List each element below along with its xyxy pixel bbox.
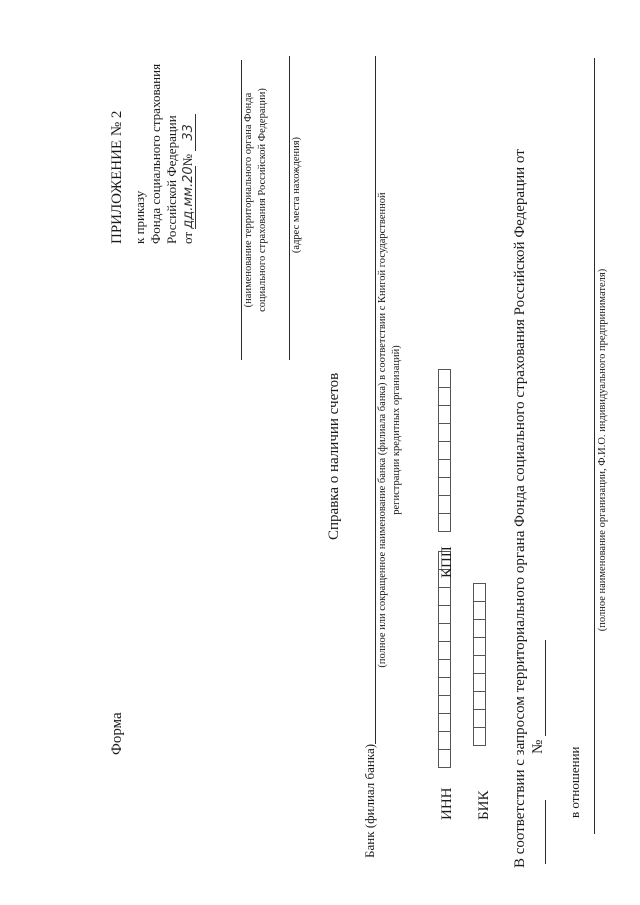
authority-caption: (наименование территориального органа Фонда социального страхования Российской Федерации) [243,88,268,312]
appendix-date-handwritten: дд.мм.20 [181,166,196,229]
inn-cell[interactable] [438,713,451,732]
authority-name-line [241,60,242,360]
kpp-label: КПП [439,546,455,578]
bik-cell[interactable] [473,691,486,710]
inn-cell[interactable] [438,605,451,624]
kpp-cell[interactable] [438,459,451,478]
kpp-cell[interactable] [438,477,451,496]
appendix-line-3: Российской Федерации [164,115,179,244]
inn-cell[interactable] [438,695,451,714]
request-number-sign: № [530,739,546,754]
kpp-cell[interactable] [438,513,451,532]
request-number-line [545,640,546,736]
bik-cells[interactable] [473,584,486,746]
inn-cell[interactable] [438,659,451,678]
relation-label: в отношении [567,746,582,818]
inn-cell[interactable] [438,623,451,642]
document-title: Справка о наличии счетов [326,372,342,540]
inn-cells[interactable] [438,552,451,768]
form-label: Форма [109,712,125,755]
appendix-line-2: Фонда социального страхования [148,63,163,244]
bik-cell[interactable] [473,709,486,728]
bik-label: БИК [476,790,492,820]
appendix-title: ПРИЛОЖЕНИЕ № 2 [109,110,125,244]
kpp-cell[interactable] [438,387,451,406]
appendix-line-1: к приказу [132,190,147,244]
appendix-date-line: от дд.мм.20№ 33 [181,114,196,244]
kpp-cell[interactable] [438,495,451,514]
bank-name-line [375,56,376,744]
inn-label: ИНН [439,787,455,820]
bank-label: Банк (филиал банка) [362,743,377,858]
inn-cell[interactable] [438,641,451,660]
kpp-cell[interactable] [438,405,451,424]
relation-line [594,58,595,834]
inn-cell[interactable] [438,587,451,606]
bik-cell[interactable] [473,655,486,674]
bik-cell[interactable] [473,727,486,746]
bank-caption: (полное или сокращенное наименование банка (филиала банка) в соответствии с Книгой государственной регистрации кредитных организаций) [377,192,402,668]
appendix-number-handwritten: 33 [182,114,196,151]
bik-cell[interactable] [473,583,486,602]
bik-cell[interactable] [473,619,486,638]
bik-cell[interactable] [473,673,486,692]
relation-caption: (полное наименование организации, Ф.И.О. индивидуального предпринимателя) [597,268,608,632]
request-text: В соответствии с запросом территориального органа Фонда социального страхования Российской Федерации от [512,149,528,868]
bik-cell[interactable] [473,637,486,656]
request-date-line [545,800,546,864]
bik-cell[interactable] [473,601,486,620]
address-line [289,56,290,360]
address-caption: (адрес места нахождения) [291,136,302,254]
kpp-cells[interactable] [438,370,451,532]
inn-cell[interactable] [438,731,451,750]
kpp-cell[interactable] [438,423,451,442]
kpp-cell[interactable] [438,369,451,388]
inn-cell[interactable] [438,749,451,768]
kpp-cell[interactable] [438,441,451,460]
inn-cell[interactable] [438,677,451,696]
